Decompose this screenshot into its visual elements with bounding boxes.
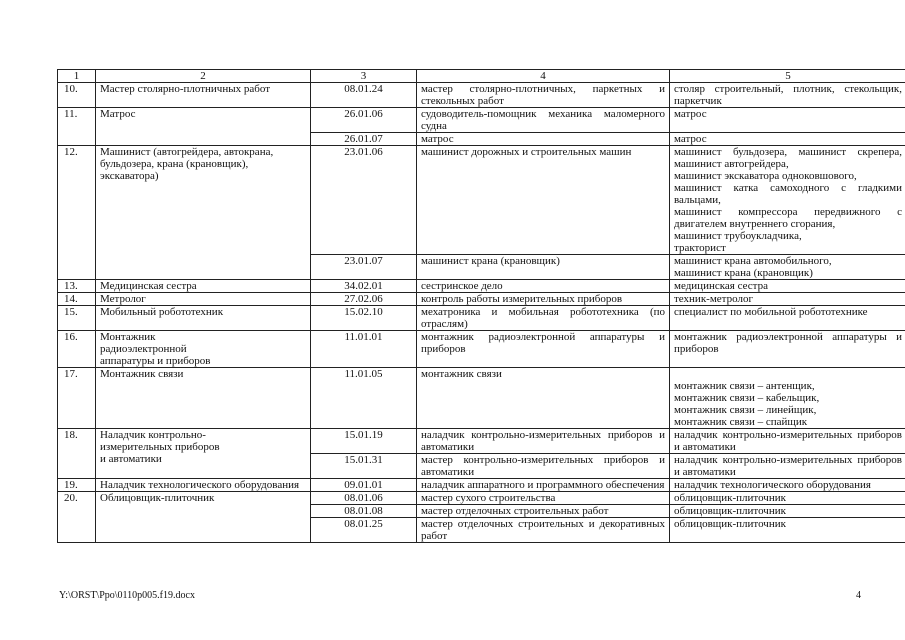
row-number: 20. [58, 492, 96, 543]
specialty-name: мастер столярно-плотничных, паркетных и стекольных работ [417, 83, 670, 108]
specialty-name: мехатроника и мобильная робототехника (по отраслям) [417, 306, 670, 331]
specialty-code: 08.01.25 [311, 518, 417, 543]
qualification-list [670, 146, 905, 255]
qualification-item: монтажник связи – линейщик, [674, 404, 817, 416]
specialty-code: 23.01.06 [311, 146, 417, 255]
qualification-item: машинист компрессора передвижного с двигателем внутреннего сгорания, [674, 206, 902, 230]
qualification-item: машинист экскаватора одноковшового, [674, 170, 857, 182]
table-row [58, 368, 905, 429]
qualification-item: машинист катка самоходного с гладкими вальцами, [674, 182, 902, 206]
qualification: специалист по мобильной робототехнике [670, 306, 905, 331]
qualification: облицовщик-плиточник [670, 505, 905, 518]
row-number: 14. [58, 293, 96, 306]
row-number: 18. [58, 429, 96, 479]
qualification: матрос [670, 108, 905, 133]
profession-name: Мастер столярно-плотничных работ [96, 83, 311, 108]
table-row [58, 293, 905, 306]
table-row [58, 306, 905, 331]
specialty-name: сестринское дело [417, 280, 670, 293]
qualification: облицовщик-плиточник [670, 518, 905, 543]
header-cell: 1 [58, 70, 96, 83]
profession-name: Машинист (автогрейдера, автокрана, бульдозера, крана (крановщик), экскаватора) [96, 146, 311, 280]
qualification: наладчик технологического оборудования [670, 479, 905, 492]
specialty-code: 09.01.01 [311, 479, 417, 492]
profession-name-line: и автоматики [100, 453, 162, 465]
profession-name-line: Наладчик контрольно- [100, 429, 206, 441]
specialty-name: матрос [417, 133, 670, 146]
table-header-row [58, 70, 905, 83]
profession-name: Облицовщик-плиточник [96, 492, 311, 543]
profession-name-line: аппаратуры и приборов [100, 355, 211, 367]
profession-name-line: измерительных приборов [100, 441, 220, 453]
professions-table [57, 69, 905, 543]
specialty-code: 08.01.08 [311, 505, 417, 518]
qualification-item: монтажник связи – кабельщик, [674, 392, 820, 404]
specialty-code: 11.01.05 [311, 368, 417, 429]
row-number: 17. [58, 368, 96, 429]
specialty-name: монтажник связи [417, 368, 670, 429]
qualification: облицовщик-плиточник [670, 492, 905, 505]
specialty-name: мастер отделочных строительных работ [417, 505, 670, 518]
qualification: матрос [670, 133, 905, 146]
profession-name: Матрос [96, 108, 311, 146]
specialty-code: 11.01.01 [311, 331, 417, 368]
specialty-name: мастер контрольно-измерительных приборов и автоматики [417, 454, 670, 479]
table-row [58, 331, 905, 368]
qualification: техник-метролог [670, 293, 905, 306]
specialty-code: 15.01.19 [311, 429, 417, 454]
qualification: медицинская сестра [670, 280, 905, 293]
spacer [674, 368, 902, 380]
profession-name-line: Монтажник [100, 331, 156, 343]
page-footer [59, 590, 861, 601]
specialty-name: машинист дорожных и строительных машин [417, 146, 670, 255]
qualification-list [670, 255, 905, 280]
header-cell: 5 [670, 70, 905, 83]
specialty-code: 15.01.31 [311, 454, 417, 479]
specialty-name: наладчик аппаратного и программного обеспечения [417, 479, 670, 492]
specialty-code: 08.01.06 [311, 492, 417, 505]
file-path: Y:\ORST\Ppo\0110p005.f19.docx [59, 590, 195, 601]
header-cell: 3 [311, 70, 417, 83]
qualification-list [670, 368, 905, 429]
row-number: 12. [58, 146, 96, 280]
table-row [58, 492, 905, 505]
table-row [58, 108, 905, 133]
profession-name [96, 429, 311, 479]
table-row [58, 280, 905, 293]
profession-name [96, 331, 311, 368]
profession-name: Медицинская сестра [96, 280, 311, 293]
specialty-code: 27.02.06 [311, 293, 417, 306]
header-cell: 2 [96, 70, 311, 83]
qualification: наладчик контрольно-измерительных приборов и автоматики [670, 454, 905, 479]
specialty-code: 23.01.07 [311, 255, 417, 280]
table-row [58, 83, 905, 108]
qualification: столяр строительный, плотник, стекольщик, паркетчик [670, 83, 905, 108]
qualification-item: машинист крана (крановщик) [674, 267, 813, 279]
header-cell: 4 [417, 70, 670, 83]
page-number: 4 [856, 590, 861, 601]
table-row [58, 479, 905, 492]
profession-name-line: радиоэлектронной [100, 343, 187, 355]
profession-name: Метролог [96, 293, 311, 306]
qualification: наладчик контрольно-измерительных приборов и автоматики [670, 429, 905, 454]
profession-name: Мобильный робототехник [96, 306, 311, 331]
specialty-code: 08.01.24 [311, 83, 417, 108]
row-number: 11. [58, 108, 96, 146]
row-number: 15. [58, 306, 96, 331]
qualification-item: монтажник связи – спайщик [674, 416, 808, 428]
specialty-code: 34.02.01 [311, 280, 417, 293]
specialty-name: контроль работы измерительных приборов [417, 293, 670, 306]
specialty-name: судоводитель-помощник механика маломерного судна [417, 108, 670, 133]
specialty-name: мастер сухого строительства [417, 492, 670, 505]
specialty-name: монтажник радиоэлектронной аппаратуры и приборов [417, 331, 670, 368]
qualification: монтажник радиоэлектронной аппаратуры и приборов [670, 331, 905, 368]
specialty-code: 26.01.06 [311, 108, 417, 133]
specialty-name: наладчик контрольно-измерительных приборов и автоматики [417, 429, 670, 454]
row-number: 10. [58, 83, 96, 108]
qualification-item: машинист бульдозера, машинист скрепера, машинист автогрейдера, [674, 146, 902, 170]
qualification-item: монтажник связи – антенщик, [674, 380, 815, 392]
table-row [58, 146, 905, 255]
profession-name: Монтажник связи [96, 368, 311, 429]
row-number: 13. [58, 280, 96, 293]
row-number: 16. [58, 331, 96, 368]
specialty-name: машинист крана (крановщик) [417, 255, 670, 280]
qualification-item: машинист трубоукладчика, [674, 230, 802, 242]
specialty-name: мастер отделочных строительных и декоративных работ [417, 518, 670, 543]
specialty-code: 26.01.07 [311, 133, 417, 146]
profession-name: Наладчик технологического оборудования [96, 479, 311, 492]
row-number: 19. [58, 479, 96, 492]
table-row [58, 429, 905, 454]
qualification-item: тракторист [674, 242, 726, 254]
specialty-code: 15.02.10 [311, 306, 417, 331]
qualification-item: машинист крана автомобильного, [674, 255, 832, 267]
